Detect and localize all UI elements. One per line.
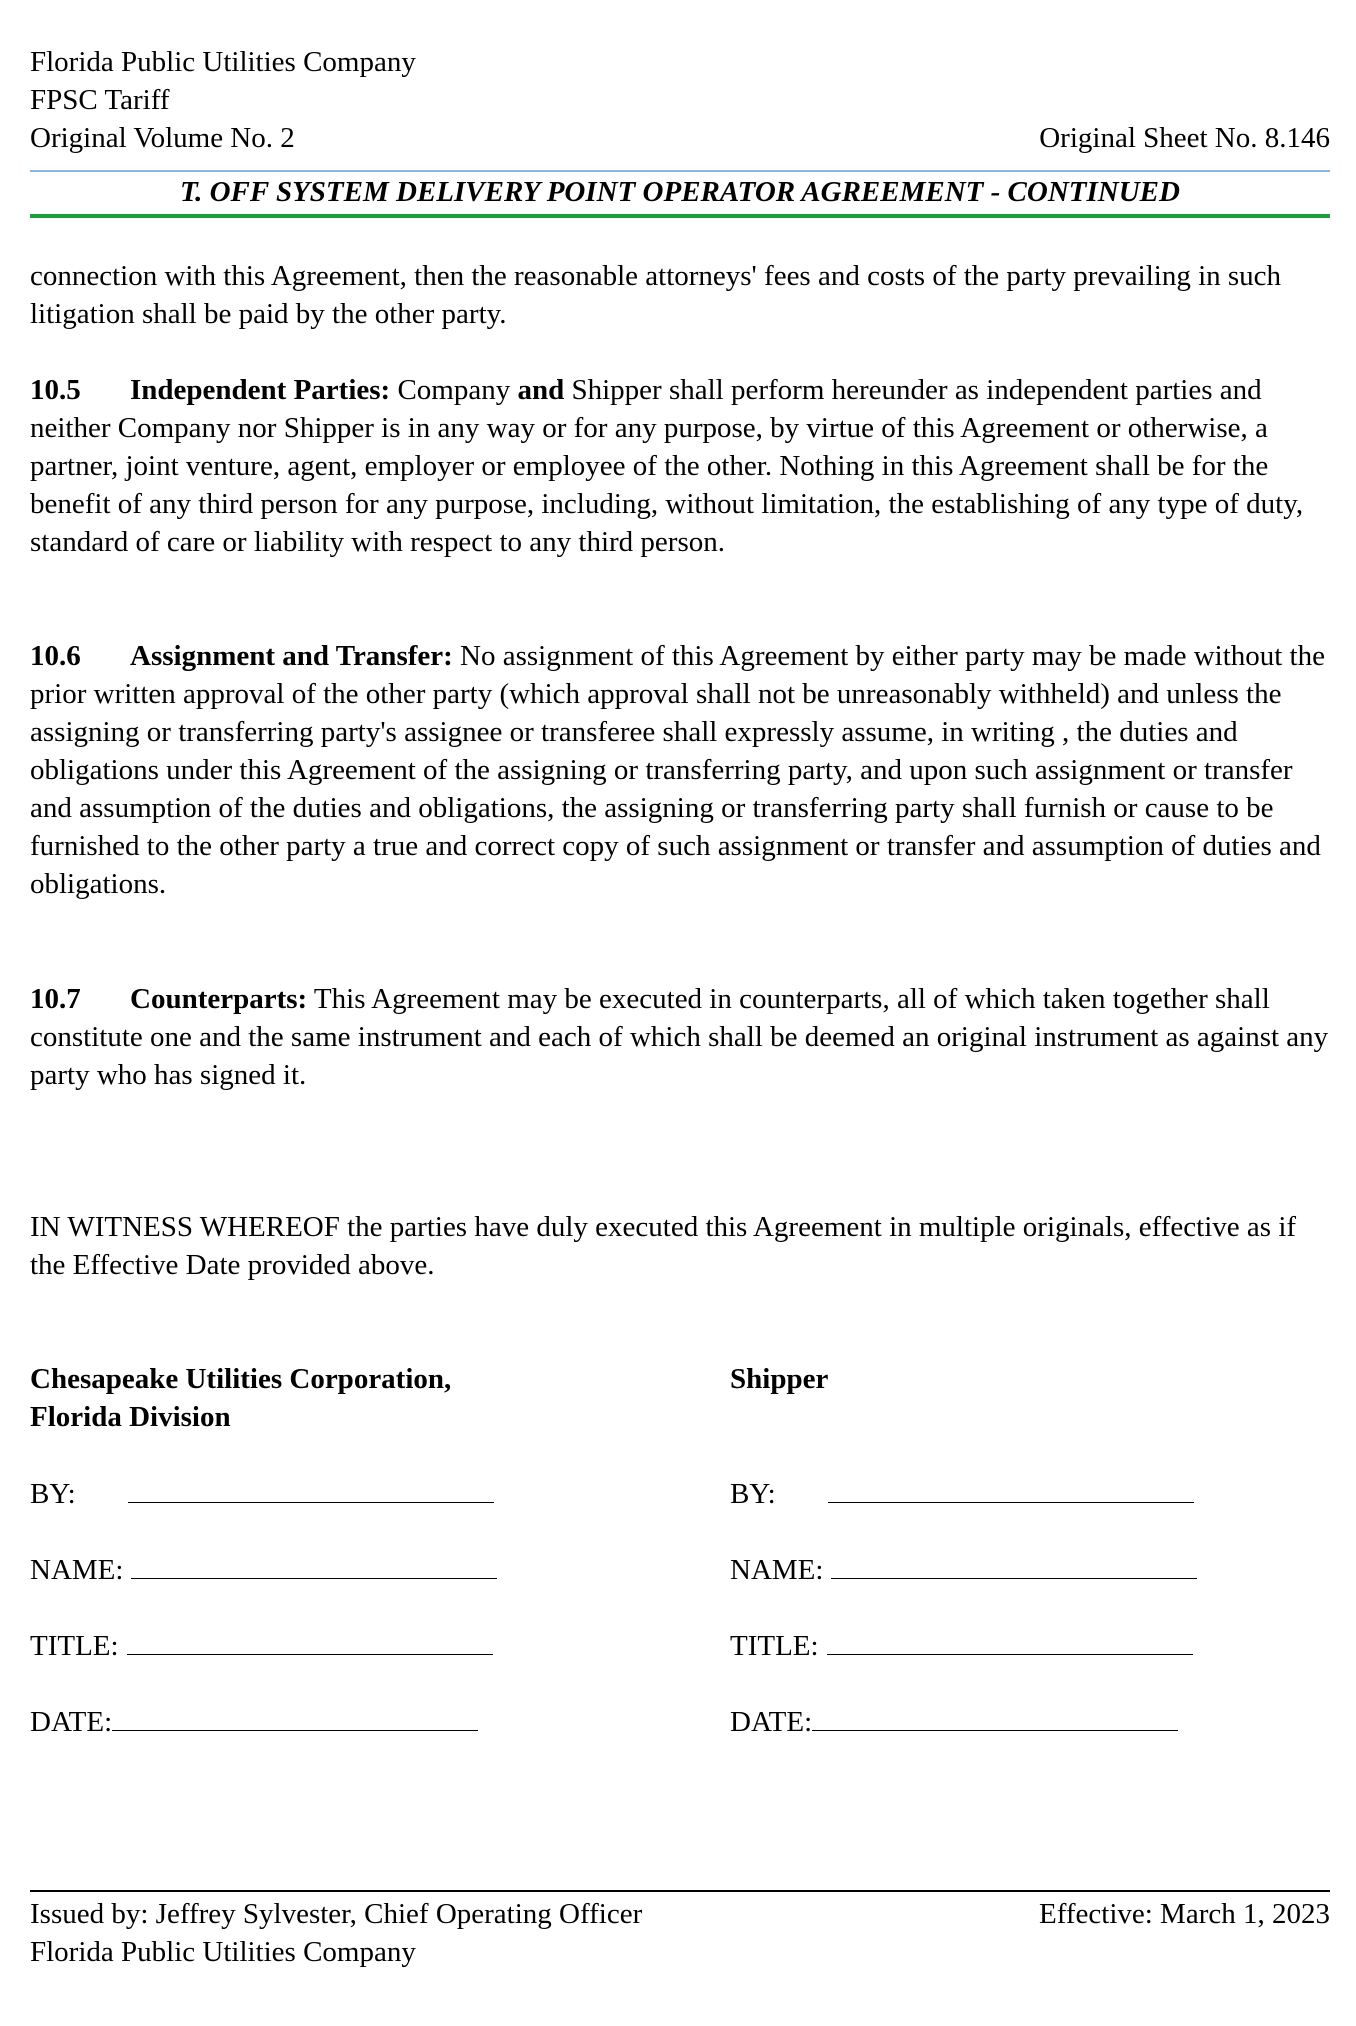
- header-volume: Original Volume No. 2: [30, 122, 295, 154]
- header-divider-blue: [30, 170, 1330, 172]
- section-10-7: [30, 980, 1330, 1094]
- title-label: TITLE:: [30, 1630, 119, 1662]
- company-party-line1: Chesapeake Utilities Corporation,: [30, 1363, 452, 1395]
- witness-text: IN WITNESS WHEREOF the parties have duly executed this Agreement in multiple originals, effective as if the Effective Date provided above.: [30, 1211, 1297, 1281]
- footer-effective-date: Effective: March 1, 2023: [1039, 1898, 1330, 1930]
- name-label: NAME:: [730, 1554, 824, 1586]
- company-name-line[interactable]: [131, 1552, 497, 1579]
- section-text: No assignment of this Agreement by either party may be made without the prior written approval of the other party (which approval shall not be unreasonably withheld) and unless the assigning or transferring party's assignee or transferee shall expressly assume, in writing , the duties and obligations under this Agreement of the assigning or transferring party, and upon such assignment or transfer and assumption of the duties and obligations, the assigning or transferring party shall furnish or cause to be furnished to the other party a true and correct copy of such assignment or transfer and assumption of duties and obligations.: [30, 640, 1325, 900]
- shipper-name-line[interactable]: [831, 1552, 1197, 1579]
- shipper-title-row: [730, 1627, 1193, 1665]
- section-heading: Independent Parties:: [130, 374, 391, 406]
- section-number: 10.5: [30, 374, 81, 406]
- section-10-6: [30, 637, 1330, 903]
- shipper-party-line1: Shipper: [730, 1363, 829, 1395]
- footer-company: Florida Public Utilities Company: [30, 1936, 416, 1968]
- footer-issued-by: Issued by: Jeffrey Sylvester, Chief Operating Officer: [30, 1898, 643, 1930]
- header-sheet-number: Original Sheet No. 8.146: [1039, 122, 1330, 154]
- by-label: BY:: [30, 1478, 76, 1510]
- section-10-5: [30, 371, 1330, 561]
- continuation-text: connection with this Agreement, then the reasonable attorneys' fees and costs of the party prevailing in such litigation shall be paid by the other party.: [30, 260, 1282, 330]
- shipper-title-line[interactable]: [827, 1628, 1193, 1655]
- section-heading: Counterparts:: [130, 983, 308, 1015]
- continuation-paragraph: [30, 257, 1330, 333]
- section-number: 10.7: [30, 983, 81, 1015]
- signature-block-company: [30, 1360, 590, 1760]
- section-title: T. OFF SYSTEM DELIVERY POINT OPERATOR AGREEMENT - CONTINUED: [180, 176, 1180, 208]
- header-company: Florida Public Utilities Company: [30, 46, 416, 78]
- company-title-row: [30, 1627, 493, 1665]
- date-label: DATE:: [30, 1706, 113, 1738]
- name-label: NAME:: [30, 1554, 124, 1586]
- shipper-name-row: [730, 1551, 1197, 1589]
- signature-block-shipper: [730, 1360, 1290, 1760]
- title-label: TITLE:: [730, 1630, 819, 1662]
- section-heading: Assignment and Transfer:: [130, 640, 453, 672]
- company-date-row: [30, 1703, 478, 1741]
- date-label: DATE:: [730, 1706, 813, 1738]
- tariff-page: [30, 0, 1330, 2026]
- by-label: BY:: [730, 1478, 776, 1510]
- company-title-line[interactable]: [127, 1628, 493, 1655]
- section-bold-word: and: [517, 374, 565, 406]
- company-date-line[interactable]: [112, 1704, 478, 1731]
- company-by-row: [30, 1475, 494, 1513]
- footer-divider: [30, 1890, 1330, 1892]
- shipper-by-signature-line[interactable]: [828, 1476, 1194, 1503]
- company-name-row: [30, 1551, 497, 1589]
- shipper-date-row: [730, 1703, 1178, 1741]
- section-text: This Agreement may be executed in counterparts, all of which taken together shall constitute one and the same instrument and each of which shall be deemed an original instrument as against any party who has signed it.: [30, 983, 1329, 1091]
- company-party-line2: Florida Division: [30, 1401, 231, 1433]
- shipper-by-row: [730, 1475, 1194, 1513]
- header-tariff: FPSC Tariff: [30, 84, 170, 116]
- section-number: 10.6: [30, 640, 81, 672]
- witness-paragraph: [30, 1208, 1330, 1284]
- header-divider-green: [30, 214, 1330, 218]
- section-text: Company: [390, 374, 518, 406]
- shipper-date-line[interactable]: [812, 1704, 1178, 1731]
- company-by-signature-line[interactable]: [128, 1476, 494, 1503]
- section-text: Shipper shall perform hereunder as independent parties and neither Company nor Shipper is in any way or for any purpose, by virtue of this Agreement or otherwise, a partner, joint venture, agent, employer or employee of the other. Nothing in this Agreement shall be for the benefit of any third person for any purpose, including, without limitation, the establishing of any type of duty, standard of care or liability with respect to any third person.: [30, 374, 1304, 558]
